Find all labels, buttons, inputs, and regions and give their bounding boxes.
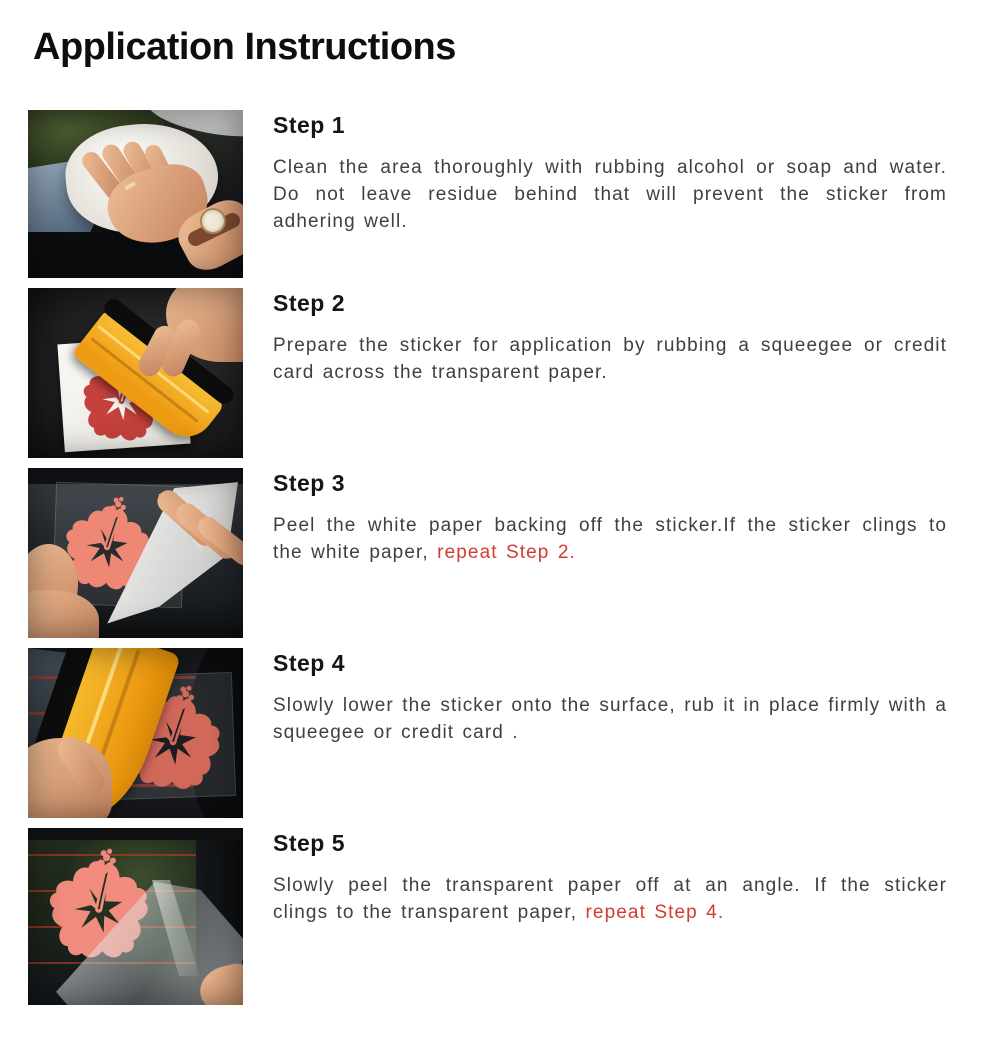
step-body (273, 512, 947, 566)
photo-vignette (28, 110, 243, 278)
photo-vignette (28, 468, 243, 638)
step-2-content (273, 288, 947, 386)
step-4-content (273, 648, 947, 746)
step-5-content (273, 828, 947, 926)
step-body-text: Peel the white paper backing off the sticker.If the sticker clings to the white paper, (273, 515, 947, 563)
peel-white-backing-photo (28, 468, 243, 638)
step-body-text: Slowly lower the sticker onto the surface, rub it in place firmly with a squeegee or credit card . (273, 695, 947, 743)
step-heading: Step 3 (273, 470, 346, 496)
repeat-step-note: repeat Step 2. (437, 542, 576, 563)
step-body (273, 692, 947, 746)
photo-vignette (28, 828, 243, 1005)
step-body (273, 154, 947, 235)
step-1-content (273, 110, 947, 235)
photo-vignette (28, 648, 243, 818)
step-1-row (0, 110, 1000, 278)
step-2-row (0, 288, 1000, 458)
page-title: Application Instructions (33, 26, 456, 68)
repeat-step-note: repeat Step 4. (585, 902, 725, 923)
apply-sticker-with-squeegee-photo (28, 648, 243, 818)
step-5-row (0, 828, 1000, 1005)
step-3-content (273, 468, 947, 566)
step-body-text: Slowly peel the transparent paper off at an angle. If the sticker clings to the transparent paper, (273, 875, 947, 923)
step-3-row (0, 468, 1000, 638)
step-heading: Step 4 (273, 650, 346, 676)
step-body-text: Prepare the sticker for application by rubbing a squeegee or credit card across the transparent paper. (273, 335, 947, 383)
step-4-row (0, 648, 1000, 818)
rub-squeegee-on-paper-photo (28, 288, 243, 458)
peel-transparent-paper-photo (28, 828, 243, 1005)
step-body-text: Clean the area thoroughly with rubbing alcohol or soap and water. Do not leave residue behind that will prevent the sticker from adhering well. (273, 157, 947, 232)
step-body (273, 332, 947, 386)
step-heading: Step 2 (273, 290, 346, 316)
step-heading: Step 1 (273, 112, 346, 138)
wipe-surface-photo (28, 110, 243, 278)
photo-vignette (28, 288, 243, 458)
step-body (273, 872, 947, 926)
step-heading: Step 5 (273, 830, 346, 856)
